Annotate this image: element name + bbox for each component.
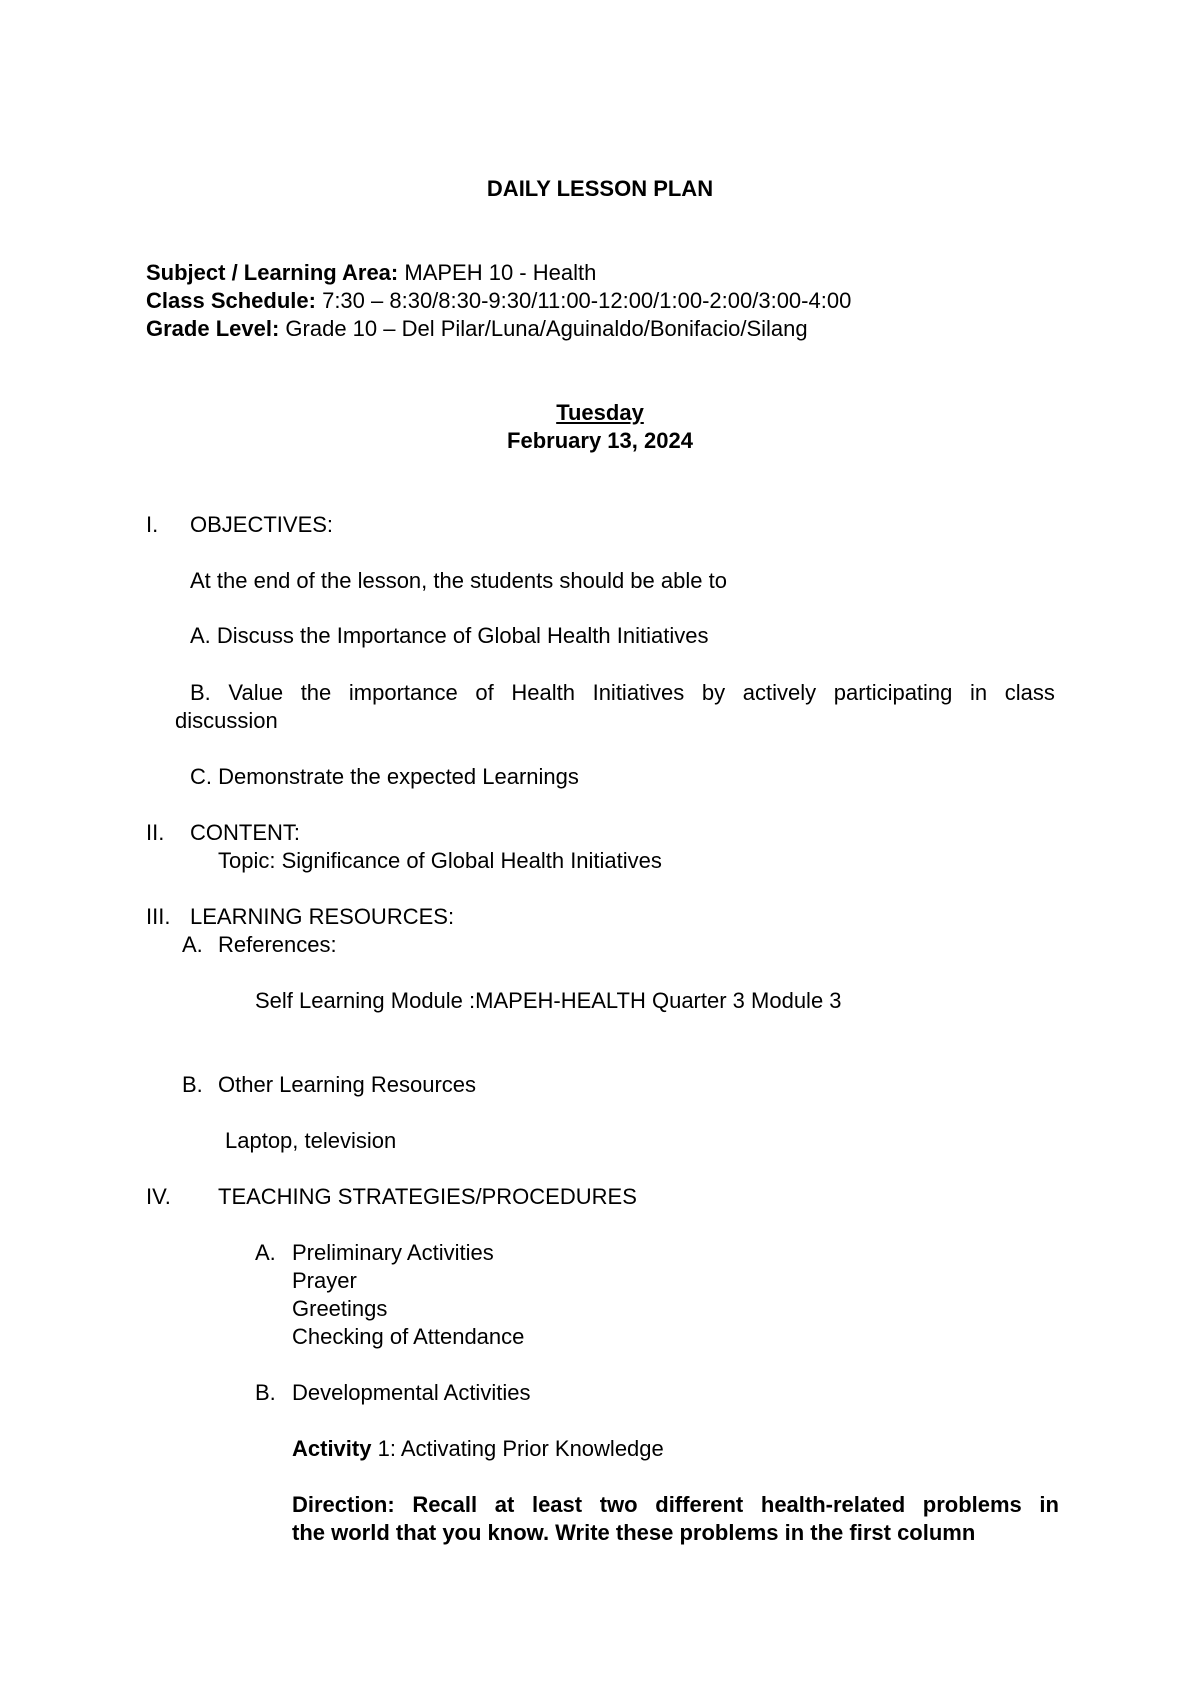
objective-b-word: Health <box>511 680 575 705</box>
document-title: DAILY LESSON PLAN <box>486 176 714 201</box>
resources-heading: LEARNING RESOURCES: <box>190 904 455 929</box>
objective-c: C. Demonstrate the expected Learnings <box>190 764 579 789</box>
direction-line2: the world that you know. Write these problems in the first column <box>292 1520 976 1545</box>
lesson-date: February 13, 2024 <box>507 428 693 453</box>
objective-b-word: participating <box>833 680 953 705</box>
developmental-letter: B. <box>255 1380 276 1405</box>
developmental-label: Developmental Activities <box>292 1380 531 1405</box>
objective-b-line2: discussion <box>175 708 278 733</box>
objective-b-word: Initiatives <box>592 680 685 705</box>
preliminary-letter: A. <box>255 1240 276 1265</box>
objective-b-word: the <box>300 680 332 705</box>
other-resources-label: Other Learning Resources <box>218 1072 477 1097</box>
direction-word: Recall <box>412 1492 478 1517</box>
content-heading: CONTENT: <box>190 820 300 845</box>
objective-b-word: by <box>701 680 726 705</box>
grade-value: Grade 10 – Del Pilar/Luna/Aguinaldo/Bonifacio/Silang <box>285 316 808 341</box>
subject-line <box>146 259 596 287</box>
objective-b-word: in <box>970 680 988 705</box>
subject-value: MAPEH 10 - Health <box>404 260 597 285</box>
schedule-label: Class Schedule: <box>146 288 316 313</box>
references-label: References: <box>218 932 337 957</box>
objectives-intro: At the end of the lesson, the students should be able to <box>190 568 727 593</box>
objective-b-word: Value <box>228 680 284 705</box>
other-resources-letter: B. <box>182 1072 203 1097</box>
content-topic: Topic: Significance of Global Health Initiatives <box>218 848 662 873</box>
activity-title: 1: Activating Prior Knowledge <box>371 1436 664 1461</box>
references-value: Self Learning Module :MAPEH-HEALTH Quarter 3 Module 3 <box>255 988 842 1013</box>
procedures-heading: TEACHING STRATEGIES/PROCEDURES <box>218 1184 637 1209</box>
direction-word: least <box>531 1492 583 1517</box>
day-line <box>0 399 1200 427</box>
direction-word: health-related <box>760 1492 906 1517</box>
objective-b-word: B. <box>190 680 211 705</box>
objective-b-word: class <box>1004 680 1055 705</box>
content-numeral: II. <box>146 820 165 845</box>
objective-b-word: of <box>475 680 494 705</box>
lesson-day: Tuesday <box>556 400 644 425</box>
procedures-numeral: IV. <box>146 1184 171 1209</box>
grade-label: Grade Level: <box>146 316 280 341</box>
direction-line1 <box>292 1491 1059 1519</box>
objective-b-word: actively <box>742 680 817 705</box>
objective-a: A. Discuss the Importance of Global Health Initiatives <box>190 623 709 648</box>
objectives-numeral: I. <box>146 512 159 537</box>
direction-word: two <box>599 1492 638 1517</box>
direction-word: Direction: <box>292 1492 395 1517</box>
preliminary-item: Greetings <box>292 1296 388 1321</box>
references-letter: A. <box>182 932 203 957</box>
resources-numeral: III. <box>146 904 171 929</box>
preliminary-item: Prayer <box>292 1268 357 1293</box>
direction-word: problems <box>922 1492 1022 1517</box>
schedule-value: 7:30 – 8:30/8:30-9:30/11:00-12:00/1:00-2:00/3:00-4:00 <box>322 288 852 313</box>
objectives-heading: OBJECTIVES: <box>190 512 334 537</box>
other-resources-value: Laptop, television <box>225 1128 397 1153</box>
activity-bold: Activity <box>292 1436 372 1461</box>
objective-b-word: importance <box>348 680 458 705</box>
direction-word: different <box>655 1492 744 1517</box>
activity-line <box>292 1435 664 1463</box>
direction-word: in <box>1039 1492 1059 1517</box>
preliminary-label: Preliminary Activities <box>292 1240 494 1265</box>
grade-line <box>146 315 808 343</box>
direction-word: at <box>494 1492 515 1517</box>
preliminary-item: Checking of Attendance <box>292 1324 525 1349</box>
schedule-line <box>146 287 851 315</box>
subject-label: Subject / Learning Area: <box>146 260 399 285</box>
objective-b-line1 <box>190 679 1055 707</box>
